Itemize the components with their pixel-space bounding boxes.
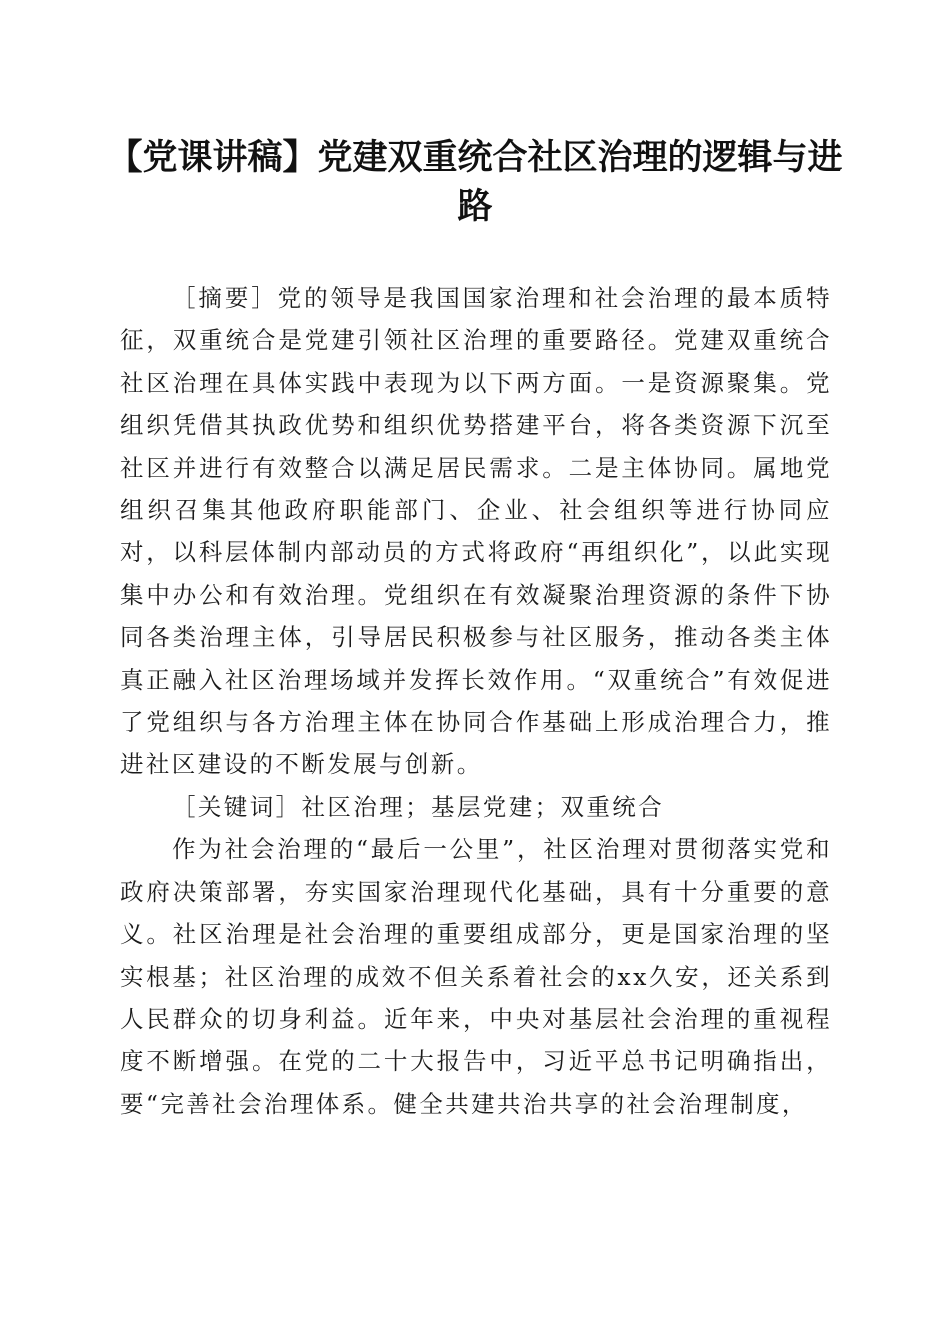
document-title: 【党课讲稿】党建双重统合社区治理的逻辑与进路 [107,137,843,227]
keywords-paragraph: ［关键词］社区治理；基层党建；双重统合 [172,792,665,821]
document-body [120,277,832,1125]
intro-paragraph: 作为社会治理的“最后一公里”，社区治理对贯彻落实党和政府决策部署，夯实国家治理现代化基础，具有十分重要的意义。社区治理是社会治理的重要组成部分，更是国家治理的坚实根基；社区治理的成效不但关系着社会的xx久安，还关系到人民群众的切身利益。近年来，中央对基层社会治理的重视程度不断增强。在党的二十大报告中，习近平总书记明确指出，要“完善社会治理体系。健全共建共治共享的社会治理制度， [120,835,832,1118]
abstract-paragraph: ［摘要］党的领导是我国国家治理和社会治理的最本质特征，双重统合是党建引领社区治理的重要路径。党建双重统合社区治理在具体实践中表现为以下两方面。一是资源聚集。党组织凭借其执政优势和组织优势搭建平台，将各类资源下沉至社区并进行有效整合以满足居民需求。二是主体协同。属地党组织召集其他政府职能部门、企业、社会组织等进行协同应对，以科层体制内部动员的方式将政府“再组织化”，以此实现集中办公和有效治理。党组织在有效凝聚治理资源的条件下协同各类治理主体，引导居民积极参与社区服务，推动各类主体真正融入社区治理场域并发挥长效作用。“双重统合”有效促进了党组织与各方治理主体在协同合作基础上形成治理合力，推进社区建设的不断发展与创新。 [120,284,832,779]
